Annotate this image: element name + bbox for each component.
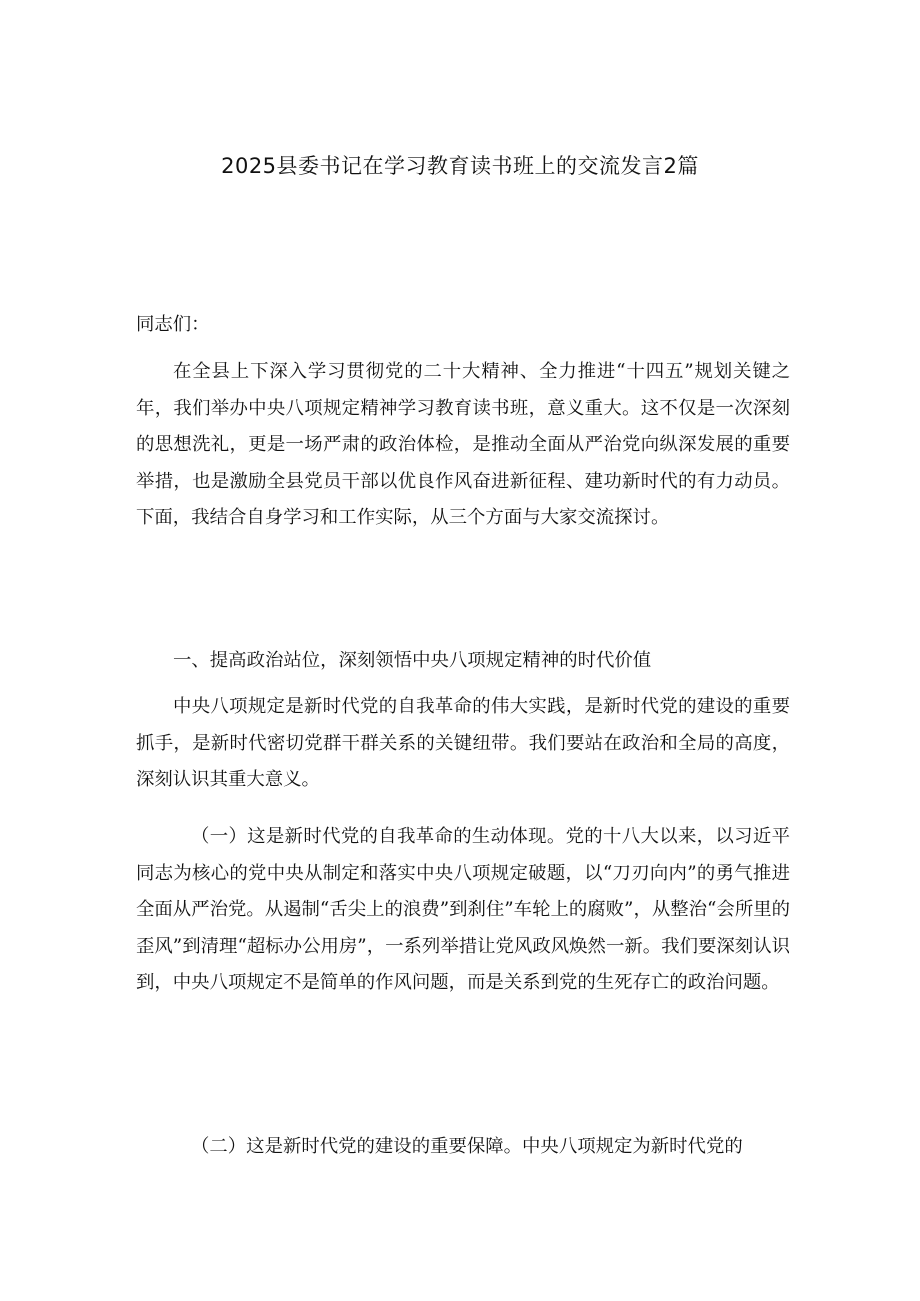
section-heading-1: 一、提高政治站位，深刻领悟中央八项规定精神的时代价值	[173, 650, 652, 671]
paragraph-section-1: 中央八项规定是新时代党的自我革命的伟大实践，是新时代党的建设的重要抓手，是新时代密切党群干群关系的关键纽带。我们要站在政治和全局的高度，深刻认识其重大意义。	[136, 696, 790, 790]
document-title: 2025县委书记在学习教育读书班上的交流发言2篇	[221, 154, 699, 178]
paragraph-point-1: （一）这是新时代党的自我革命的生动体现。党的十八大以来，以习近平同志为核心的党中央从制定和落实中央八项规定破题，以“刀刃向内”的勇气推进全面从严治党。从遏制“舌尖上的浪费”到刹住”车轮上的腐败”，从整治“会所里的歪风”到清理“超标办公用房”，一系列举措让党风政风焕然一新。我们要深刻认识到，中央八项规定不是简单的作风问题，而是关系到党的生死存亡的政治问题。	[136, 826, 790, 993]
salutation: 同志们：	[136, 314, 210, 335]
paragraph-point-2: （二）这是新时代党的建设的重要保障。中央八项规定为新时代党的	[191, 1136, 743, 1157]
paragraph-intro: 在全县上下深入学习贯彻党的二十大精神、全力推进“十四五”规划关键之年，我们举办中央八项规定精神学习教育读书班，意义重大。这不仅是一次深刻的思想洗礼，更是一场严肃的政治体检，是推动全面从严治党向纵深发展的重要举措，也是激励全县党员干部以优良作风奋进新征程、建功新时代的有力动员。下面，我结合自身学习和工作实际，从三个方面与大家交流探讨。	[136, 361, 790, 528]
